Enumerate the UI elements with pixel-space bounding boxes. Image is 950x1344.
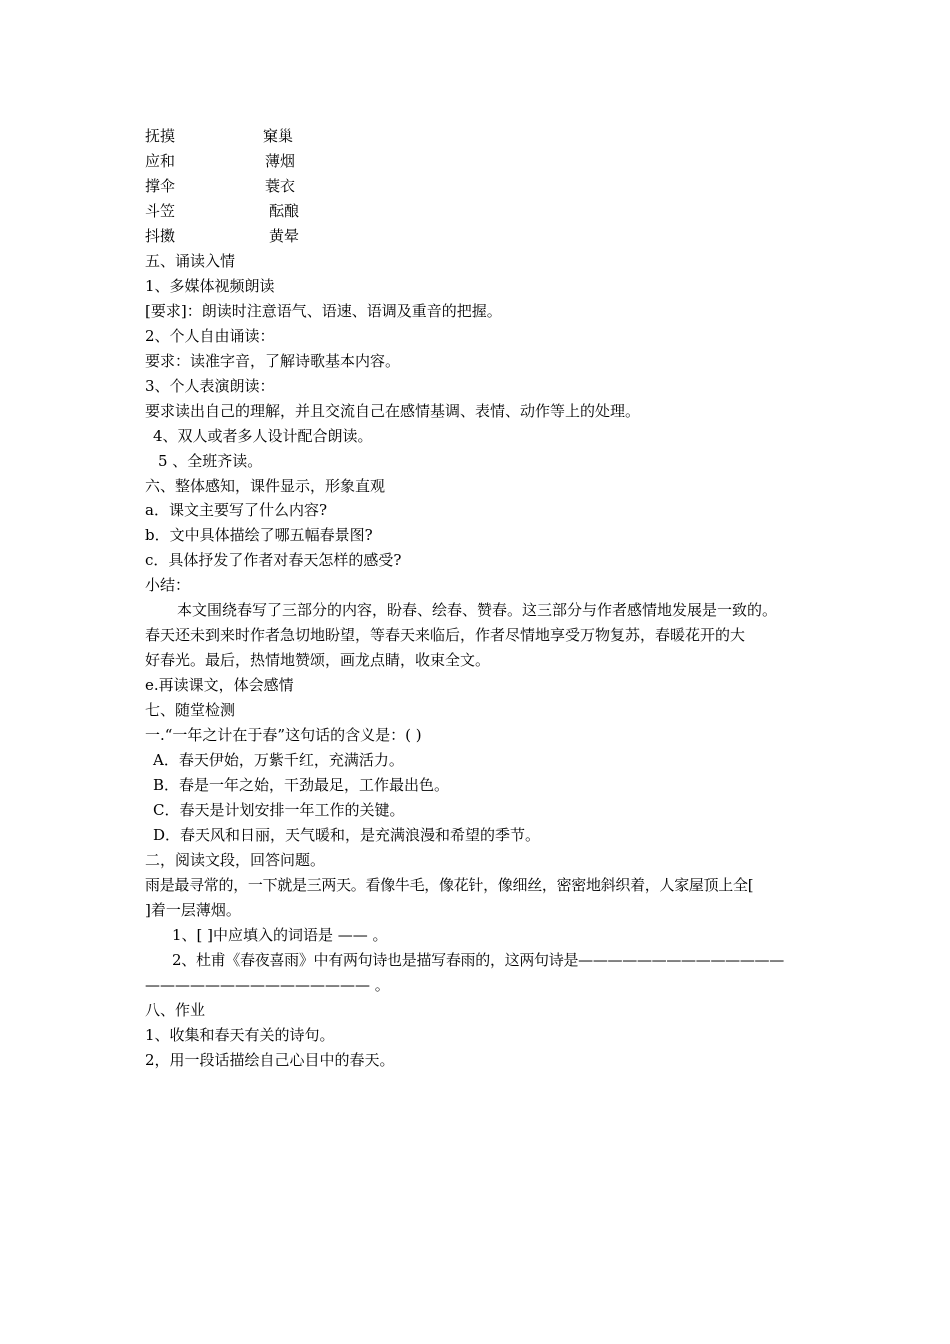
- passage-line: 雨是最寻常的，一下就是三两天。看像牛毛，像花针，像细丝，密密地斜织着，人家屋顶上全[: [145, 876, 754, 894]
- text-line: 1、多媒体视频朗读: [145, 277, 275, 295]
- section-heading: 五、诵读入情: [145, 252, 236, 270]
- vocab-word: 撑伞: [145, 177, 176, 195]
- passage-line: ]着一层薄烟。: [145, 901, 241, 919]
- sub-question: ——————————————— 。: [145, 976, 390, 994]
- choice-a: A．春天伊始，万紫千红，充满活力。: [153, 751, 404, 769]
- vocab-row: [145, 176, 295, 196]
- text-line: e.再读课文，体会感情: [145, 676, 294, 694]
- section-heading: 八、作业: [145, 1001, 206, 1019]
- question-line: 二，阅读文段，回答问题。: [145, 851, 326, 869]
- question-line: a．课文主要写了什么内容?: [145, 501, 327, 519]
- choice-d: D．春天风和日丽，天气暖和，是充满浪漫和希望的季节。: [153, 826, 541, 844]
- vocab-row: [145, 226, 299, 246]
- question-line: b．文中具体描绘了哪五幅春景图?: [145, 526, 373, 544]
- vocab-row: [145, 151, 295, 171]
- homework-item: 1、收集和春天有关的诗句。: [145, 1026, 335, 1044]
- homework-item: 2，用一段话描绘自己心目中的春天。: [145, 1051, 395, 1069]
- vocab-word: 黄晕: [269, 227, 300, 245]
- vocab-word: 薄烟: [265, 152, 296, 170]
- vocab-word: 应和: [145, 152, 176, 170]
- vocab-word: 抚摸: [145, 127, 176, 145]
- sub-question: 1、[ ]中应填入的词语是 —— 。: [172, 926, 388, 944]
- question-line: c．具体抒发了作者对春天怎样的感受?: [145, 551, 402, 569]
- section-heading: 七、随堂检测: [145, 701, 236, 719]
- text-line: 2、个人自由诵读：: [145, 327, 275, 345]
- text-line: 5 、全班齐读。: [158, 452, 263, 470]
- question-line: 一.“一年之计在于春”这句话的含义是：( ): [145, 726, 422, 744]
- text-line: 要求读出自己的理解，并且交流自己在感情基调、表情、动作等上的处理。: [145, 402, 641, 420]
- vocab-word: 酝酿: [269, 202, 300, 220]
- summary-paragraph: 春天还未到来时作者急切地盼望，等春天来临后，作者尽情地享受万物复苏，春暖花开的大: [145, 626, 746, 644]
- text-line: [要求]：朗读时注意语气、语速、语调及重音的把握。: [145, 302, 502, 320]
- vocab-row: [145, 126, 293, 146]
- vocab-word: 抖擞: [145, 227, 176, 245]
- vocab-word: 蓑衣: [265, 177, 296, 195]
- summary-paragraph: 好春光。最后，热情地赞颂，画龙点睛，收束全文。: [145, 651, 491, 669]
- section-heading: 六、整体感知，课件显示，形象直观: [145, 477, 386, 495]
- text-line: 3、个人表演朗读：: [145, 377, 275, 395]
- sub-question: 2、杜甫《春夜喜雨》中有两句诗也是描写春雨的，这两句诗是——————————————: [172, 951, 784, 969]
- text-line: 要求：读准字音，了解诗歌基本内容。: [145, 352, 401, 370]
- text-line: 4、双人或者多人设计配合朗读。: [153, 427, 373, 445]
- vocab-row: [145, 201, 299, 221]
- vocab-word: 斗笠: [145, 202, 176, 220]
- choice-c: C．春天是计划安排一年工作的关键。: [153, 801, 405, 819]
- summary-label: 小结：: [145, 576, 191, 594]
- summary-paragraph: 本文围绕春写了三部分的内容，盼春、绘春、赞春。这三部分与作者感情地发展是一致的。: [177, 601, 778, 619]
- choice-b: B．春是一年之始，干劲最足，工作最出色。: [153, 776, 450, 794]
- vocab-word: 窠巢: [263, 127, 294, 145]
